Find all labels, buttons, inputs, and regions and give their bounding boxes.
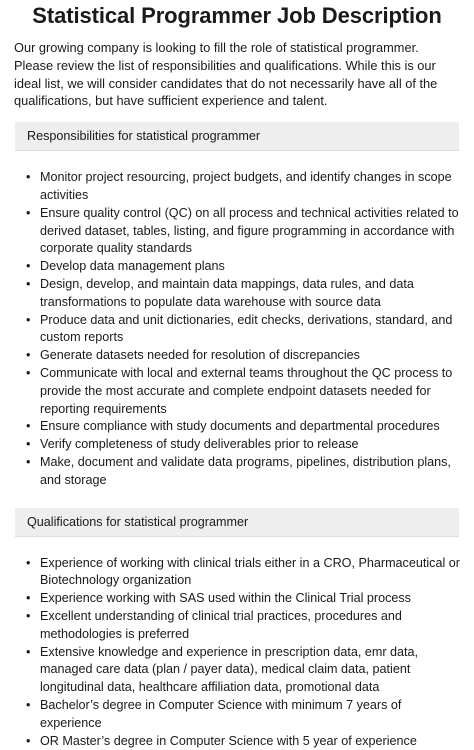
qualifications-heading: Qualifications for statistical programmer xyxy=(15,508,459,537)
bullet-icon: • xyxy=(26,347,30,365)
page-title: Statistical Programmer Job Description xyxy=(14,0,460,30)
list-item: • Excellent understanding of clinical trial practices, procedures and methodologies is preferred xyxy=(40,608,460,644)
qualifications-list xyxy=(14,555,460,750)
bullet-icon: • xyxy=(26,555,30,573)
list-item: • Communicate with local and external teams throughout the QC process to provide the most accurate and complete endpoint datasets needed for reporting requirements xyxy=(40,365,460,418)
bullet-icon: • xyxy=(26,365,30,383)
list-item: • Experience of working with clinical trials either in a CRO, Pharmaceutical or Biotechnology organization xyxy=(40,555,460,591)
bullet-icon: • xyxy=(26,590,30,608)
bullet-icon: • xyxy=(26,418,30,436)
list-item: • Ensure quality control (QC) on all process and technical activities related to derived dataset, tables, listing, and figure programming in accordance with corporate quality standards xyxy=(40,205,460,258)
list-item: • Ensure compliance with study documents and departmental procedures xyxy=(40,418,460,436)
list-item: • Design, develop, and maintain data mappings, data rules, and data transformations to populate data warehouse with source data xyxy=(40,276,460,312)
list-item: • Monitor project resourcing, project budgets, and identify changes in scope activities xyxy=(40,169,460,205)
bullet-icon: • xyxy=(26,697,30,715)
list-item: • Develop data management plans xyxy=(40,258,460,276)
bullet-icon: • xyxy=(26,205,30,223)
bullet-icon: • xyxy=(26,169,30,187)
list-item: • Bachelor’s degree in Computer Science with minimum 7 years of experience xyxy=(40,697,460,733)
bullet-icon: • xyxy=(26,312,30,330)
bullet-icon: • xyxy=(26,436,30,454)
intro-paragraph: Our growing company is looking to fill the role of statistical programmer. Please review the list of responsibilities and qualifications. While this is our ideal list, we will consider candidates that do not necessarily have all of the qualifications, but have sufficient experience and talent. xyxy=(14,39,460,110)
list-item: • Experience working with SAS used within the Clinical Trial process xyxy=(40,590,460,608)
list-item: • Verify completeness of study deliverables prior to release xyxy=(40,436,460,454)
responsibilities-list xyxy=(14,169,460,489)
list-item: • Make, document and validate data programs, pipelines, distribution plans, and storage xyxy=(40,454,460,490)
list-item: • Extensive knowledge and experience in prescription data, emr data, managed care data (plan / payer data), medical claim data, patient longitudinal data, healthcare affiliation data, promotional data xyxy=(40,644,460,697)
list-item: • Produce data and unit dictionaries, edit checks, derivations, standard, and custom reports xyxy=(40,312,460,348)
responsibilities-heading: Responsibilities for statistical programmer xyxy=(15,122,459,151)
bullet-icon: • xyxy=(26,644,30,662)
bullet-icon: • xyxy=(26,608,30,626)
list-item: • OR Master’s degree in Computer Science with 5 year of experience xyxy=(40,733,460,750)
list-item: • Generate datasets needed for resolution of discrepancies xyxy=(40,347,460,365)
bullet-icon: • xyxy=(26,258,30,276)
bullet-icon: • xyxy=(26,454,30,472)
bullet-icon: • xyxy=(26,276,30,294)
bullet-icon: • xyxy=(26,733,30,750)
